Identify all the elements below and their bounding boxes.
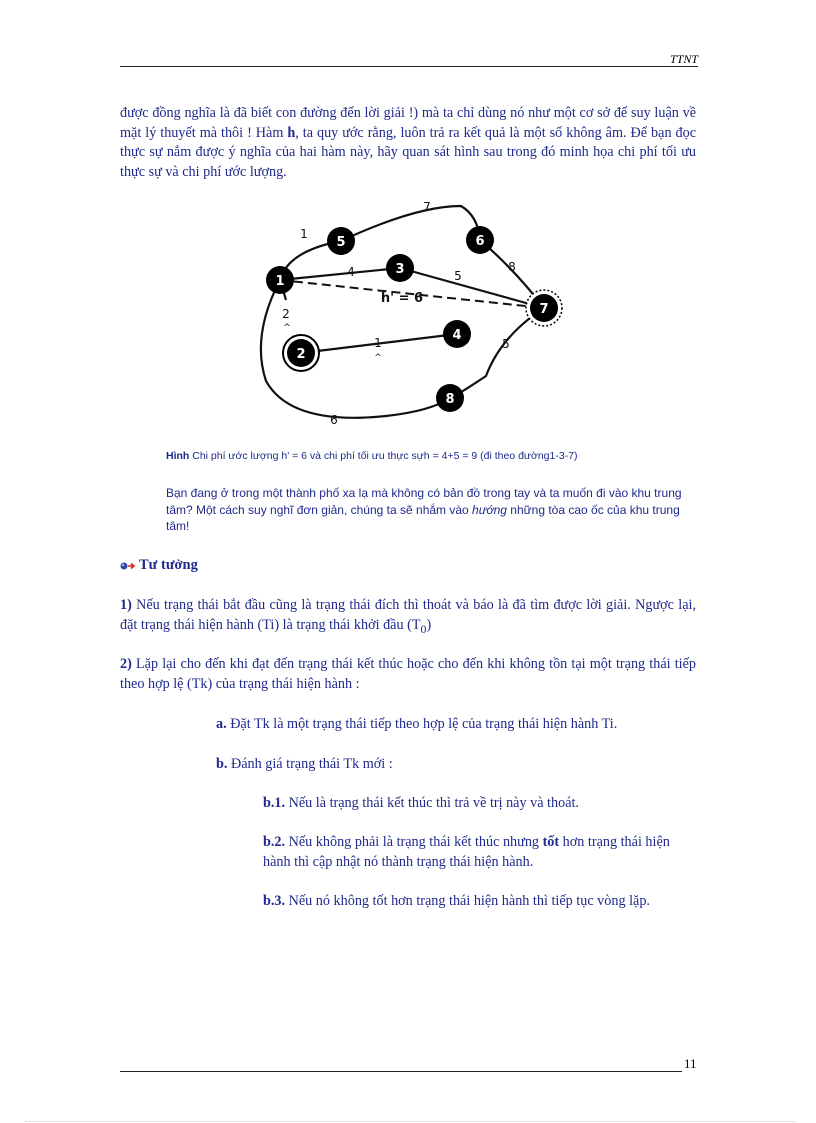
header-rule [120,66,698,67]
step-1-end: ) [426,616,432,633]
intro-paragraph [120,104,696,182]
label-e1-5: 1 [300,227,308,241]
node-5 [327,227,355,255]
substep-b1-text: Nếu là trạng thái kết thúc thì trả về trị này và thoát. [285,795,579,811]
node-8 [436,384,464,412]
step-2-text: Lặp lại cho đến khi đạt đến trạng thái kết thúc hoặc cho đến khi không tồn tại một trạng thái tiếp theo hợp lệ (Tk) của trạng thái hiện hành : [120,656,696,692]
intro-text-2: , ta quy ước rằng, luôn trả ra kết quả là một số không âm. Để bạn đọc thực sự nắm được ý nghĩa của hai hàm này, hãy quan sát hình sau trong đó minh họa chi phí tối ưu thực sự và chi phí ước lượng. [120,124,697,180]
header-title: TTNT [669,52,698,66]
step-1 [120,596,696,639]
intro-h: h [287,124,296,141]
node-3 [386,254,414,282]
label-e6-7: 8 [508,260,516,274]
page-number: 11 [684,1056,697,1071]
arrow-bullet-icon [120,561,136,571]
label-e1-2: 2 [282,307,290,321]
svg-text:6: 6 [475,234,485,249]
substep-b1-label: b.1. [263,795,286,811]
edge-1-3 [280,268,400,280]
substep-a-label: a. [216,716,227,732]
figure-caption [166,450,578,462]
label-e1-3: 4 [347,265,355,279]
svg-text:1: 1 [275,274,285,289]
substep-a [216,715,617,735]
svg-text:^: ^ [374,353,382,363]
section-heading [120,557,198,574]
node-7 [526,290,562,326]
node-4 [443,320,471,348]
footer-rule [120,1071,682,1072]
svg-text:^: ^ [283,323,291,333]
svg-text:3: 3 [395,262,405,277]
node-2 [283,335,319,371]
substep-b [216,755,393,775]
label-e2-4: 1 [374,336,382,350]
analogy-text-2: những tòa cao ốc của khu trung tâm! [166,502,680,533]
label-e7-8: 5 [502,337,510,351]
step-2 [120,655,696,694]
graph-diagram [246,196,576,441]
label-e3-7: 5 [454,269,462,283]
node-1 [266,266,294,294]
step-1-num: 1) [120,597,132,613]
analogy-emphasis: hướng [472,502,507,517]
step-2-num: 2) [120,656,132,672]
substep-a-text: Đặt Tk là một trạng thái tiếp theo hợp lệ của trạng thái hiện hành Ti. [226,716,618,732]
edge-7-8 [450,308,544,398]
substep-b2-label: b.2. [263,834,286,850]
intro-text-1: được đồng nghĩa là đã biết con đường đến lời giải !) mà ta chỉ dùng nó như một cơ sở để suy luận về mặt lý thuyết mà thôi ! Hàm [120,105,696,141]
substep-b3-label: b.3. [263,893,286,909]
substep-b3-text: Nếu nó không tốt hơn trạng thái hiện hành thì tiếp tục vòng lặp. [285,893,650,909]
substep-b2-bold: tốt [542,834,560,850]
label-e5-6: 7 [423,200,431,214]
analogy-paragraph [166,485,696,535]
substep-b2 [263,833,693,872]
svg-text:4: 4 [452,328,462,343]
caption-text: Chi phí ước lượng h' = 6 và chi phí tối ưu thực sựh = 4+5 = 9 (đi theo đường1-3-7) [189,450,578,462]
substep-b2-text-1: Nếu không phải là trạng thái kết thúc nhưng [285,834,543,850]
heuristic-label: h' = 6 [380,291,424,306]
substep-b-text: Đánh giá trạng thái Tk mới : [227,756,393,772]
step-1-text: Nếu trạng thái bắt đầu cũng là trạng thái đích thì thoát và báo là đã tìm được lời giải. Ngược lại, đặt trạng thái hiện hành (Ti) là trạng thái khởi đầu (T [120,597,696,633]
svg-text:7: 7 [539,302,549,317]
node-6 [466,226,494,254]
analogy-text-1: Bạn đang ở trong một thành phố xa lạ mà không có bản đồ trong tay và ta muốn đi vào khu trung tâm? Một cách suy nghĩ đơn giản, chúng ta sẽ nhắm vào [166,486,682,517]
edge-5-6 [341,206,480,241]
substep-b2-text-2: hơn trạng thái hiện hành thì cập nhật nó thành trạng thái hiện hành. [263,834,670,870]
substep-b-label: b. [216,756,228,772]
substep-b1 [263,794,579,814]
caption-label: Hình [166,450,190,462]
page-bottom-border [25,1121,795,1122]
substep-b3 [263,892,693,912]
svg-text:8: 8 [445,392,455,407]
section-title: Tư tưởng [139,557,198,573]
svg-text:2: 2 [296,347,306,362]
label-e1-8: 6 [330,413,338,427]
step-1-sub: 0 [420,621,427,636]
svg-text:5: 5 [336,235,346,250]
